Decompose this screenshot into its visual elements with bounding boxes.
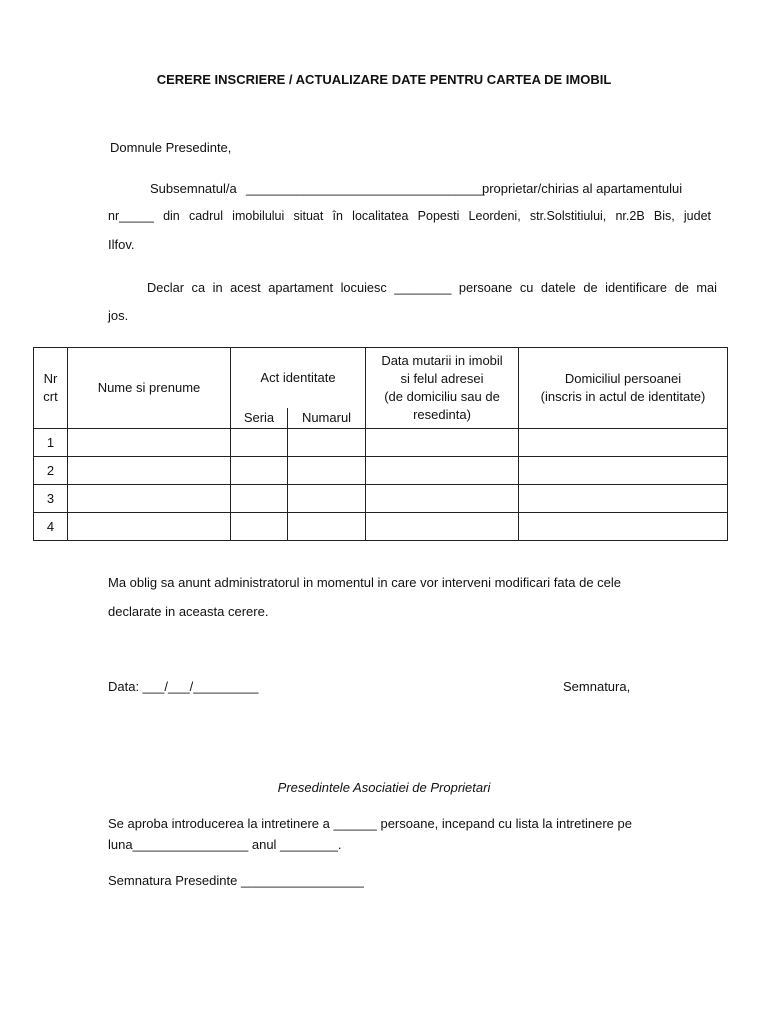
header-act-identitate: Act identitate [231, 348, 366, 409]
cell-domiciliu[interactable] [519, 485, 728, 513]
header-seria: Seria [231, 408, 288, 429]
document-title: CERERE INSCRIERE / ACTUALIZARE DATE PENTRU CARTEA DE IMOBIL [156, 72, 612, 87]
cell-data-mutarii[interactable] [366, 485, 519, 513]
cell-domiciliu[interactable] [519, 457, 728, 485]
cell-numarul[interactable] [288, 457, 366, 485]
cell-domiciliu[interactable] [519, 513, 728, 541]
cell-seria[interactable] [231, 429, 288, 457]
header-nr-crt: Nr crt [34, 348, 68, 429]
president-heading: Presedintele Asociatiei de Proprietari [277, 780, 491, 795]
header-domiciliu: Domiciliul persoanei (inscris in actul de identitate) [519, 348, 728, 429]
cell-name[interactable] [68, 457, 231, 485]
cell-domiciliu[interactable] [519, 429, 728, 457]
intro-line2: nr_____ din cadrul imobilului situat în localitatea Popesti Leordeni, str.Solstitiului, nr.2B Bis, judet [108, 209, 711, 223]
cell-seria[interactable] [231, 485, 288, 513]
header-numarul: Numarul [288, 408, 366, 429]
cell-name[interactable] [68, 429, 231, 457]
cell-data-mutarii[interactable] [366, 429, 519, 457]
table-row [34, 429, 728, 457]
declaration-line1: Declar ca in acest apartament locuiesc ________ persoane cu datele de identificare de mai [147, 280, 717, 295]
cell-name[interactable] [68, 485, 231, 513]
cell-data-mutarii[interactable] [366, 513, 519, 541]
header-name: Nume si prenume [68, 348, 231, 429]
obligation-line1: Ma oblig sa anunt administratorul in momentul in care vor interveni modificari fata de cele [108, 575, 622, 590]
obligation-line2: declarate in aceasta cerere. [108, 604, 269, 619]
table-row [34, 457, 728, 485]
row-number: 4 [34, 513, 68, 541]
row-number: 3 [34, 485, 68, 513]
persons-table [33, 347, 728, 541]
cell-seria[interactable] [231, 513, 288, 541]
salutation: Domnule Presedinte, [110, 140, 232, 155]
intro-line1-prefix: Subsemnatul/a [150, 181, 237, 196]
signature-label: Semnatura, [563, 679, 631, 694]
approval-line1: Se aproba introducerea la intretinere a ______ persoane, incepand cu lista la intretinere pe [108, 816, 632, 831]
declaration-line2: jos. [108, 308, 129, 323]
row-number: 2 [34, 457, 68, 485]
cell-data-mutarii[interactable] [366, 457, 519, 485]
cell-name[interactable] [68, 513, 231, 541]
cell-numarul[interactable] [288, 429, 366, 457]
cell-numarul[interactable] [288, 485, 366, 513]
intro-line3: Ilfov. [108, 237, 135, 252]
intro-line1-suffix: proprietar/chirias al apartamentului [482, 181, 683, 196]
header-data-mutarii: Data mutarii in imobil si felul adresei (de domiciliu sau de resedinta) [366, 348, 519, 429]
president-signature: Semnatura Presedinte _________________ [108, 873, 364, 888]
cell-seria[interactable] [231, 457, 288, 485]
row-number: 1 [34, 429, 68, 457]
table-row [34, 485, 728, 513]
table-row [34, 513, 728, 541]
intro-name-blank: _________________________________ [246, 181, 485, 196]
approval-line2: luna________________ anul ________. [108, 837, 342, 852]
date-field: Data: ___/___/_________ [108, 679, 259, 694]
cell-numarul[interactable] [288, 513, 366, 541]
